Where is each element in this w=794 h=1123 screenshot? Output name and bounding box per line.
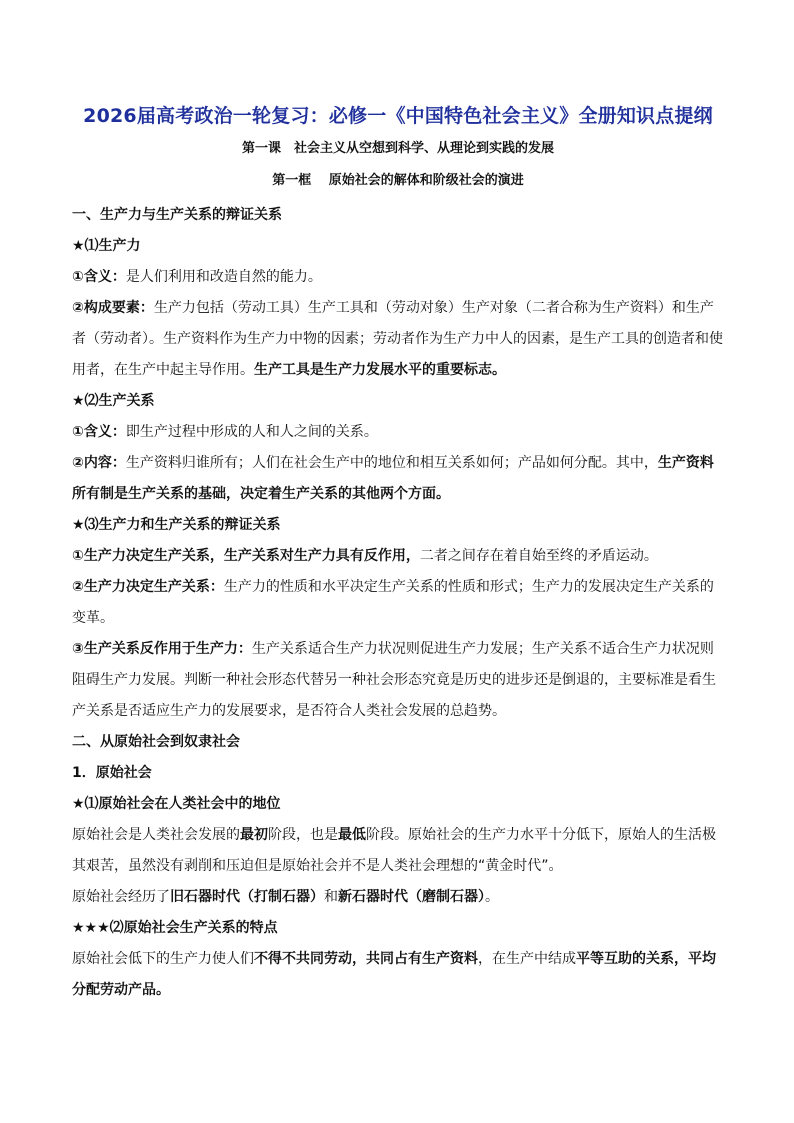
emphasis: 最初 [240, 827, 268, 843]
label: ②构成要素： [72, 300, 154, 316]
subsection-primitive-society: 1．原始社会 [72, 765, 152, 781]
emphasis: 新石器时代（磨制石器） [338, 889, 485, 905]
paragraph-point-1 [72, 541, 724, 572]
text: 二者之间存在着自始至终的矛盾运动。 [419, 548, 658, 564]
text: 生产关系适合生产力状况则促进生产力发展；生产关系不适合生产力状况则阻碍生产力发展。判断一种社会形态代替另一种社会形态究竟是历史的进步还是倒退的，主要标准是看生产关系是否适应生产力的发展要求，是否符合人类社会发展的总趋势。 [72, 641, 716, 719]
text: 阶段。原始社会的生产力水平十分低下，原始人的生活极其艰苦，虽然没有剥削和压迫但是原始社会并不是人类社会理想的“黄金时代”。 [72, 827, 716, 874]
label: ①含义： [72, 424, 126, 440]
document-page [72, 104, 724, 1006]
text: 即生产过程中形成的人和人之间的关系。 [125, 424, 378, 440]
paragraph-characteristics [72, 944, 724, 1006]
emphasis: ②生产力决定生产关系： [72, 579, 224, 595]
subsection-characteristics: ★★★⑵原始社会生产关系的特点 [72, 920, 278, 936]
emphasis: ③生产关系反作用于生产力： [72, 641, 252, 657]
section-heading-1: 一、生产力与生产关系的辩证关系 [72, 207, 282, 223]
emphasis: 最低 [338, 827, 366, 843]
text: 生产力的性质和水平决定生产关系的性质和形式；生产力的发展决定生产关系的变革。 [72, 579, 714, 626]
text: 原始社会低下的生产力使人们 [72, 951, 254, 967]
section-heading-2: 二、从原始社会到奴隶社会 [72, 734, 240, 750]
paragraph-components [72, 293, 724, 386]
text: 阶段，也是 [268, 827, 338, 843]
text: 是人们利用和改造自然的能力。 [125, 269, 322, 285]
text: ，在生产中结成 [478, 951, 576, 967]
text: 原始社会经历了 [72, 889, 170, 905]
subsection-status: ★⑴原始社会在人类社会中的地位 [72, 796, 281, 812]
emphasis: 生产资料所有制是生产关系的基础，决定着生产关系的其他两个方面。 [72, 455, 714, 502]
label: ②内容： [72, 455, 126, 471]
frame-heading: 第一框 原始社会的解体和阶级社会的演进 [272, 173, 524, 188]
text: 和 [324, 889, 338, 905]
paragraph-status [72, 820, 724, 882]
paragraph-stone-ages [72, 882, 724, 913]
emphasis: 不得不共同劳动，共同占有生产资料 [254, 951, 478, 967]
text: 生产资料归谁所有；人们在社会生产中的地位和相互关系如何；产品如何分配。其中， [125, 455, 658, 471]
text: 原始社会是人类社会发展的 [72, 827, 240, 843]
paragraph-point-2 [72, 572, 724, 634]
subsection-relations-of-production: ★⑵生产关系 [72, 393, 155, 409]
label: ①含义： [72, 269, 126, 285]
lesson-heading: 第一课 社会主义从空想到科学、从理论到实践的发展 [241, 141, 554, 156]
text: 。 [485, 889, 499, 905]
emphasis: ①生产力决定生产关系，生产关系对生产力具有反作用， [72, 548, 420, 564]
emphasis: 平等互助的关系，平均分配劳动产品。 [72, 951, 716, 998]
paragraph-point-3 [72, 634, 724, 727]
subsection-dialectical-relation: ★⑶生产力和生产关系的辩证关系 [72, 517, 281, 533]
document-title: 2026届高考政治一轮复习：必修一《中国特色社会主义》全册知识点提纲 [83, 105, 713, 127]
text: 生产力包括（劳动工具）生产工具和（劳动对象）生产对象（二者合称为生产资料）和生产者（劳动者）。生产资料作为生产力中物的因素；劳动者作为生产力中人的因素，是生产工具的创造者和使用者，在生产中起主导作用。 [72, 300, 723, 378]
emphasis: 生产工具是生产力发展水平的重要标志。 [254, 362, 506, 378]
paragraph-definition [72, 417, 724, 448]
paragraph-content [72, 448, 724, 510]
paragraph-definition [72, 262, 724, 293]
subsection-productive-forces: ★⑴生产力 [72, 238, 141, 254]
emphasis: 旧石器时代（打制石器） [170, 889, 324, 905]
